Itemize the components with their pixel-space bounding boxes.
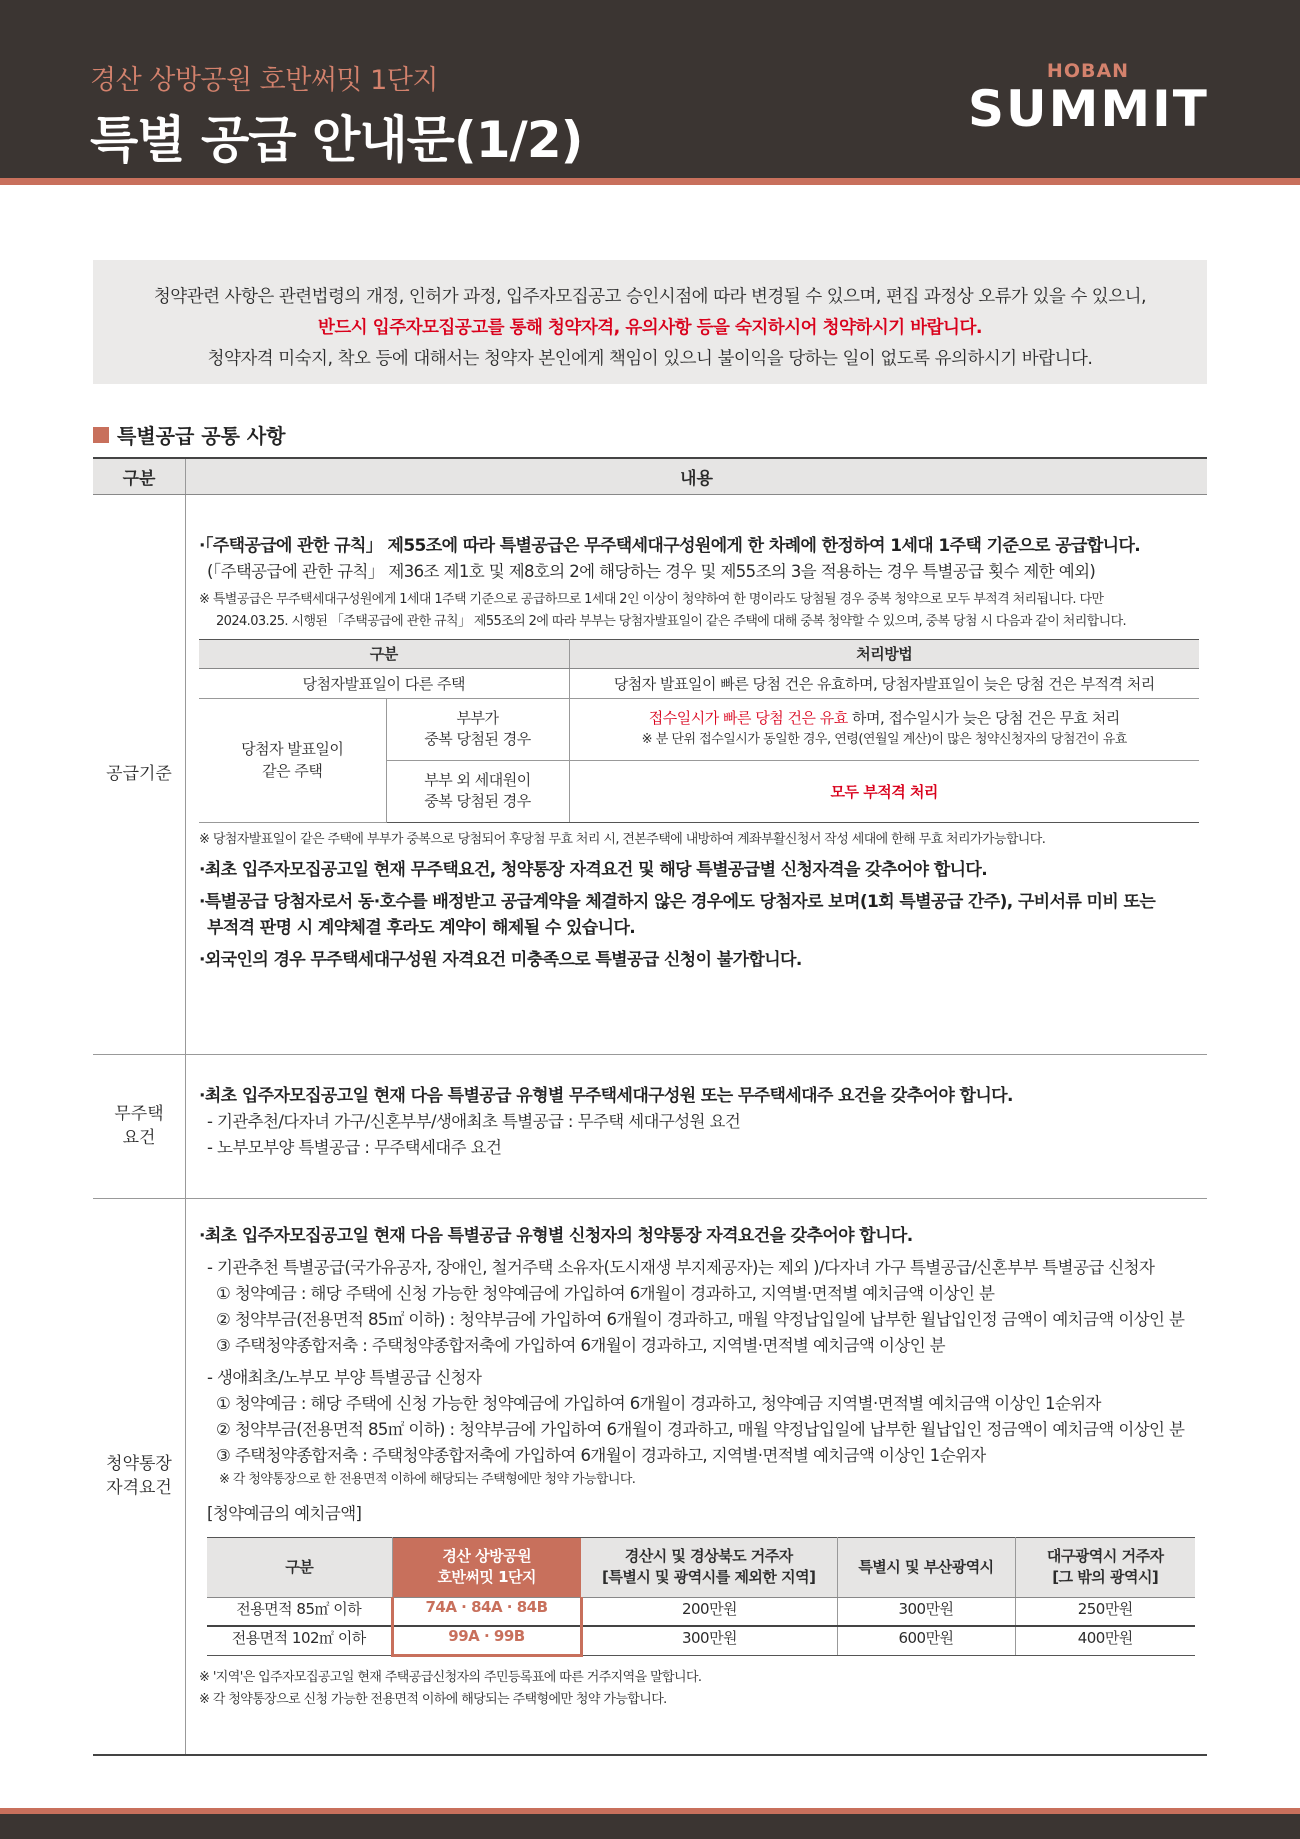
table-row-nohouse [93,1054,1207,1198]
account-group-2-item-2: ② 청약부금(전용면적 85㎡ 이하) : 청약부금에 가입하여 6개월이 경과하고, 매월 약정납입일에 납부한 월납입인 정금액이 예치금액 이상인 분 [216,1419,1185,1439]
supply-bullet-2: ·최초 입주자모집공고일 현재 무주택요건, 청약통장 자격요건 및 해당 특별공급별 신청자격을 갖추어야 합니다. [199,859,988,880]
dep-row2-c4: 400만원 [1015,1626,1195,1655]
dep-row2-c2: 300만원 [581,1626,837,1655]
notice-line-3: 청약자격 미숙지, 착오 등에 대해서는 청약자 본인에게 책임이 있으니 불이익을 당하는 일이 없도록 유의하시기 바랍니다. [207,349,1093,369]
dep-header-busan: 특별시 및 부산광역시 [837,1537,1015,1597]
nohouse-label-2: 요건 [122,1128,156,1148]
supply-label: 공급기준 [106,764,172,784]
dep-row1-types: 74A · 84A · 84B [392,1597,581,1626]
supply-note-2: ※ 당첨자발표일이 같은 주택에 부부가 중복으로 당첨되어 후당첨 무효 처리 시, 견본주택에 내방하여 계좌부활신청서 작성 세대에 한해 무효 처리가가능합니다. [199,831,1046,847]
dep-header-complex-1: 경산 상방공원 [442,1547,532,1565]
dep-row2-types: 99A · 99B [392,1626,581,1655]
nohouse-sub-1: - 기관추천/다자녀 가구/신혼부부/생애최초 특별공급 : 무주택 세대구성원 요건 [207,1111,741,1131]
account-group-1-item-3: ③ 주택청약종합저축 : 주택청약종합저축에 가입하여 6개월이 경과하고, 지역별·면적별 예치금액 이상인 분 [216,1335,946,1355]
inner-row1-label: 당첨자발표일이 다른 주택 [199,668,569,698]
supply-bullet-4: ·외국인의 경우 무주택세대구성원 자격요건 미충족으로 특별공급 신청이 불가합니다. [199,949,802,970]
dep-header-category: 구분 [207,1537,392,1597]
dep-row1-label: 전용면적 85㎡ 이하 [207,1597,392,1626]
table-row [207,1597,1195,1626]
header-content: 내용 [186,458,1208,494]
couple-rest-text: 하며, 접수일시가 늦은 당첨 건은 무효 처리 [847,709,1120,727]
complex-name: 경산 상방공원 호반써밋 1단지 [90,65,438,96]
dep-header-gyeongsan [581,1537,837,1597]
inner-row3-label [386,760,569,822]
inner-same-date-label [199,698,386,822]
table-header-row [93,458,1207,494]
logo-small-text: HOBAN [1046,60,1130,82]
table-row [207,1626,1195,1655]
row-content-account [186,1198,1208,1755]
footer-bar [0,1814,1300,1839]
couple-line-2: 중복 당첨된 경우 [424,730,531,748]
account-group-1-item-1: ① 청약예금 : 해당 주택에 신청 가능한 청약예금에 가입하여 6개월이 경과하고, 지역별·면적별 예치금액 이상인 분 [216,1283,995,1303]
page-title: 특별 공급 안내문(1/2) [90,111,583,169]
account-group-2-item-1: ① 청약예금 : 해당 주택에 신청 가능한 청약예금에 가입하여 6개월이 경과하고, 청약예금 지역별·면적별 예치금액 이상인 1순위자 [216,1393,1101,1413]
couple-valid-text: 접수일시가 빠른 당첨 건은 유효 [648,709,848,727]
row-content-nohouse [186,1054,1208,1198]
couple-note: ※ 분 단위 접수일시가 동일한 경우, 연령(연월일 계산)이 많은 청약신청자의 당첨건이 유효 [641,732,1127,747]
nohouse-bullet-1: ·최초 입주자모집공고일 현재 다음 특별공급 유형별 무주택세대구성원 또는 무주택세대주 요건을 갖추어야 합니다. [199,1085,1013,1106]
section-heading [93,420,286,449]
inner-header-category: 구분 [199,639,569,668]
inner-row2-method [569,698,1199,760]
supply-bullet-1-sub: (「주택공급에 관한 규칙」 제36조 제1호 및 제8호의 2에 해당하는 경우 및 제55조의 3을 적용하는 경우 특별공급 횟수 제한 예외) [207,561,1096,581]
account-group-2-item-3: ③ 주택청약종합저축 : 주택청약종합저축에 가입하여 6개월이 경과하고, 지역별·면적별 예치금액 이상인 1순위자 [216,1445,986,1465]
dep-header-gyeongsan-1: 경산시 및 경상북도 거주자 [624,1547,793,1565]
row-label-supply [93,494,186,1054]
dep-header-complex [392,1537,581,1597]
deposit-amount-table [207,1537,1195,1657]
account-foot-2: ※ 각 청약통장으로 신청 가능한 전용면적 이하에 해당되는 주택형에만 청약 가능합니다. [199,1691,667,1707]
supply-note-1b: 2024.03.25. 시행된 「주택공급에 관한 규칙」 제55조의 2에 따라 부부는 당첨자발표일이 같은 주택에 대해 중복 청약할 수 있으며, 중복 당첨 시 다음과 같이 처리합니다. [216,613,1127,629]
inner-header-method: 처리방법 [569,639,1199,668]
account-label-2: 자격요건 [106,1478,172,1499]
inner-row2-label [386,698,569,760]
notice-box [93,260,1207,384]
inner-row1-method: 당첨자 발표일이 빠른 당첨 건은 유효하며, 당첨자발표일이 늦은 당첨 건은 부적격 처리 [569,668,1199,698]
logo-big-text: SUMMIT [968,80,1209,138]
dep-row2-c3: 600만원 [837,1626,1015,1655]
account-group-1-item-2: ② 청약부금(전용면적 85㎡ 이하) : 청약부금에 가입하여 6개월이 경과하고, 매월 약정납입일에 납부한 월납입인정 금액이 예치금액 이상인 분 [216,1309,1185,1329]
dep-row1-c2: 200만원 [581,1597,837,1626]
account-group-2: - 생애최초/노부모 부양 특별공급 신청자 [207,1367,482,1387]
dep-row2-label: 전용면적 102㎡ 이하 [207,1626,392,1655]
section-title: 특별공급 공통 사항 [117,424,286,448]
same-date-line-1: 당첨자 발표일이 [241,740,344,758]
dep-row1-c3: 300만원 [837,1597,1015,1626]
non-couple-line-2: 중복 당첨된 경우 [424,792,531,810]
dep-header-daegu [1015,1537,1195,1597]
deposit-table-title: [청약예금의 예치금액] [207,1503,362,1523]
row-content-supply [186,494,1208,1054]
header-banner [0,0,1300,178]
couple-line-1: 부부가 [456,709,499,727]
account-group-note: ※ 각 청약통장으로 한 전용면적 이하에 해당되는 주택형에만 청약 가능합니다. [219,1471,636,1487]
supply-note-1a: ※ 특별공급은 무주택세대구성원에게 1세대 1주택 기준으로 공급하므로 1세대 2인 이상이 청약하여 한 명이라도 당첨될 경우 중복 청약으로 모두 부적격 처리됩니다. 다만 [199,591,1104,607]
dep-header-daegu-2: [그 밖의 광역시] [1052,1568,1159,1586]
supply-bullet-3b: 부적격 판명 시 계약체결 후라도 계약이 해제될 수 있습니다. [207,917,636,938]
dep-row1-c4: 250만원 [1015,1597,1195,1626]
row-label-account [93,1198,186,1755]
common-items-table [93,457,1207,1756]
nohouse-sub-2: - 노부모부양 특별공급 : 무주택세대주 요건 [207,1137,502,1157]
header-accent-stripe [0,178,1300,185]
dep-header-gyeongsan-2: [특별시 및 광역시를 제외한 지역] [602,1568,816,1586]
hoban-summit-logo [968,60,1209,138]
square-bullet-icon [93,427,109,443]
account-label-1: 청약통장 [106,1454,172,1475]
non-couple-line-1: 부부 외 세대원이 [424,771,531,789]
account-bullet-1: ·최초 입주자모집공고일 현재 다음 특별공급 유형별 신청자의 청약통장 자격요건을 갖추어야 합니다. [199,1225,913,1246]
row-label-nohouse [93,1054,186,1198]
header-category: 구분 [93,458,186,494]
supply-bullet-3a: ·특별공급 당첨자로서 동·호수를 배정받고 공급계약을 체결하지 않은 경우에도 당첨자로 보며(1회 특별공급 간주), 구비서류 미비 또는 [199,891,1156,912]
nohouse-label-1: 무주택 [114,1104,164,1124]
duplicate-win-table [199,639,1199,823]
dep-header-complex-2: 호반써밋 1단지 [437,1568,537,1586]
supply-bullet-1: ·「주택공급에 관한 규칙」 제55조에 따라 특별공급은 무주택세대구성원에게 한 차례에 한정하여 1세대 1주택 기준으로 공급합니다. [199,535,1141,556]
inner-row3-method: 모두 부적격 처리 [569,760,1199,822]
dep-header-daegu-1: 대구광역시 거주자 [1046,1547,1164,1565]
notice-line-1: 청약관련 사항은 관련법령의 개정, 인허가 과정, 입주자모집공고 승인시점에 따라 변경될 수 있으며, 편집 과정상 오류가 있을 수 있으니, [153,287,1147,307]
same-date-line-2: 같은 주택 [262,762,323,780]
notice-line-2: 반드시 입주자모집공고를 통해 청약자격, 유의사항 등을 숙지하시어 청약하시기 바랍니다. [317,318,983,338]
table-row-supply [93,494,1207,1054]
account-foot-1: ※ '지역'은 입주자모집공고일 현재 주택공급신청자의 주민등록표에 따른 거주지역을 말합니다. [199,1669,702,1685]
account-group-1: - 기관추천 특별공급(국가유공자, 장애인, 철거주택 소유자(도시재생 부지제공자)는 제외 )/다자녀 가구 특별공급/신혼부부 특별공급 신청자 [207,1257,1155,1277]
table-row-account [93,1198,1207,1755]
